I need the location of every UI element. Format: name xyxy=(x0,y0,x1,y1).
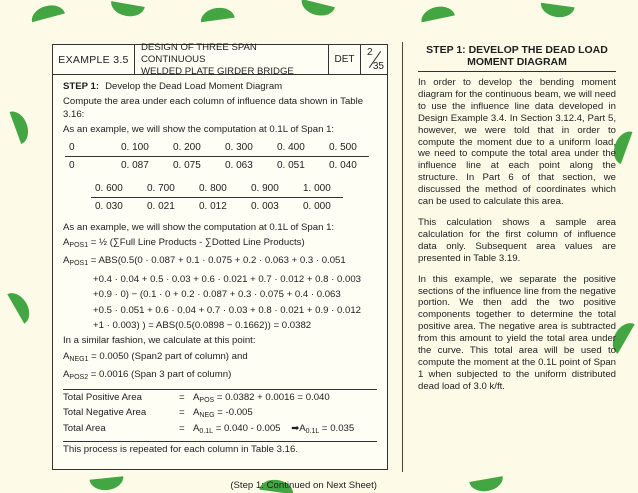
grid-bottom-value: 0. 012 xyxy=(199,200,227,212)
step-heading xyxy=(63,81,377,93)
leaf-decoration xyxy=(89,476,124,491)
leaf-decoration xyxy=(109,1,145,19)
grid-top-value: 0. 800 xyxy=(199,182,227,194)
worksheet-header xyxy=(53,41,387,77)
grid-divider-line xyxy=(91,197,343,198)
calc-line-2: +0.4 · 0.04 + 0.5 · 0.03 + 0.6 · 0.021 + 0.7 · 0.012 + 0.8 · 0.003 xyxy=(93,273,362,285)
coordinate-grid-2 xyxy=(63,181,377,219)
worksheet xyxy=(52,41,388,491)
similar-text: In a similar fashion, we calculate at this point: xyxy=(63,335,256,347)
calc-line-3: +0.9 · 0) − (0.1 · 0 + 0.2 · 0.087 + 0.3 · 0.075 + 0.4 · 0.063 xyxy=(93,289,341,301)
page-current: 2 xyxy=(367,47,373,58)
repeat-note: This process is repeated for each column in Table 3.16. xyxy=(63,441,377,456)
grid-top-value: 0. 300 xyxy=(225,141,253,153)
example-text-2: As an example, we will show the computation at 0.1L of Span 1: xyxy=(63,221,335,233)
sheet-title xyxy=(135,41,329,77)
aneg-line: $A_{NEG1} = 0.0050$ (Span2 part of column) and xyxy=(63,350,248,363)
example-number: EXAMPLE 3.5 xyxy=(53,45,135,74)
grid-bottom-value: 0. 087 xyxy=(121,159,149,171)
commentary-paragraph-2: This calculation shows a sample area calculation for the first column of influence data only. Subsequent area values are presented in Table 3.19. xyxy=(418,216,616,264)
grid-bottom-value: 0. 075 xyxy=(173,159,201,171)
grid-bottom-value: 0. 030 xyxy=(95,200,123,212)
total-positive-row: Total Positive Area = $A_{POS} = 0.0382 + 0.0016 = 0.040$ xyxy=(63,391,330,404)
calc-line-1: $A_{POS1} = ABS(0.5(0 \cdot 0.087 + 0.1 \cdot 0.075 + 0.2 \cdot 0.063 + 0.3 \cdot 0.051$ xyxy=(63,255,346,268)
coordinate-grid-1 xyxy=(63,140,377,178)
grid-bottom-value: 0 xyxy=(69,159,75,171)
grid-top-value: 0 xyxy=(69,141,75,153)
continued-note: (Step 1: Continued on Next Sheet) xyxy=(230,480,377,491)
grid-divider-line xyxy=(65,156,369,157)
totals-table xyxy=(63,389,377,438)
calc-line-4: +0.5 · 0.051 + 0.6 · 0.04 + 0.7 · 0.03 + 0.8 · 0.021 + 0.9 · 0.012 xyxy=(93,304,362,316)
arrow-icon: ➡A xyxy=(291,422,306,434)
commentary-heading: STEP 1: DEVELOP THE DEAD LOAD MOMENT DIAGRAM xyxy=(418,44,616,72)
grid-bottom-value: 0. 000 xyxy=(303,200,331,212)
apos2-line: $A_{POS2} = 0.0016$ (Span 3 part of column) xyxy=(63,369,232,382)
leaf-decoration xyxy=(539,3,574,20)
grid-top-value: 0. 100 xyxy=(121,141,149,153)
commentary-paragraph-1: In order to develop the bending moment diagram for the continuous beam, we will need to use the influence line data developed in Design Example 3.4. In Section 3.12.4, Part 5, however, we were told that in order to compute the moment due to a uniform load, we need to compute the total area under the influence line at each point along the structure. In Part 6 of that section, we discussed the method of coordinates which can be used to calculate this area. xyxy=(418,77,616,208)
column-divider xyxy=(402,42,403,472)
title-line-1: DESIGN OF THREE SPAN CONTINUOUS xyxy=(141,41,257,65)
grid-top-value: 0. 700 xyxy=(147,182,175,194)
area-formula: $A_{POS1}$ = ½ (∑Full Line Products - ∑Dotted Line Products) xyxy=(63,237,305,250)
intro-text: Compute the area under each column of influence data shown in Table 3.16: xyxy=(63,96,364,120)
grid-bottom-value: 0. 003 xyxy=(251,200,279,212)
page-number xyxy=(361,45,387,74)
leaf-decoration xyxy=(469,476,505,493)
grid-bottom-value: 0. 021 xyxy=(147,200,175,212)
total-area-row: Total Area = $A_{0.1L} = 0.040 - 0.005$ $➡A_{0.1L} = 0.035$ xyxy=(63,422,355,435)
grid-top-value: 0. 400 xyxy=(277,141,305,153)
grid-bottom-value: 0. 063 xyxy=(225,159,253,171)
leaf-decoration xyxy=(29,2,65,22)
title-line-2: WELDED PLATE GIRDER BRIDGE xyxy=(141,65,294,77)
det-label: DET xyxy=(329,45,361,74)
leaf-decoration xyxy=(299,0,335,19)
page xyxy=(14,28,626,491)
step-title: Develop the Dead Load Moment Diagram xyxy=(105,81,283,92)
total-negative-row: Total Negative Area = $A_{NEG} = -0.005$ xyxy=(63,407,253,420)
grid-bottom-value: 0. 051 xyxy=(277,159,305,171)
grid-bottom-value: 0. 040 xyxy=(329,159,357,171)
example-text-1: As an example, we will show the computation at 0.1L of Span 1: xyxy=(63,124,335,136)
grid-top-value: 0. 500 xyxy=(329,141,357,153)
worksheet-body xyxy=(53,75,387,460)
leaf-decoration xyxy=(199,6,234,23)
commentary-paragraph-3: In this example, we separate the positive sections of the influence line from the negative portion. We then add the two positive components together to determine the total positive area. The negative area is subtracted from this amount to yield the total area under the curve. This total area will be used to compute the moment at the 0.1L point of Span 1 when subjected to the uniform distributed dead load of 3.0 k/ft. xyxy=(418,273,616,392)
leaf-decoration xyxy=(419,4,455,23)
commentary-column xyxy=(418,44,616,402)
grid-top-value: 0. 200 xyxy=(173,141,201,153)
page-total: 35 xyxy=(372,61,384,72)
step-label: STEP 1: xyxy=(63,81,100,92)
grid-top-value: 0. 900 xyxy=(251,182,279,194)
grid-top-value: 1. 000 xyxy=(303,182,331,194)
grid-top-value: 0. 600 xyxy=(95,182,123,194)
calc-line-5: +1 · 0.003) ) = ABS(0.5(0.0898 − 0.1662)) = 0.0382 xyxy=(93,320,312,332)
